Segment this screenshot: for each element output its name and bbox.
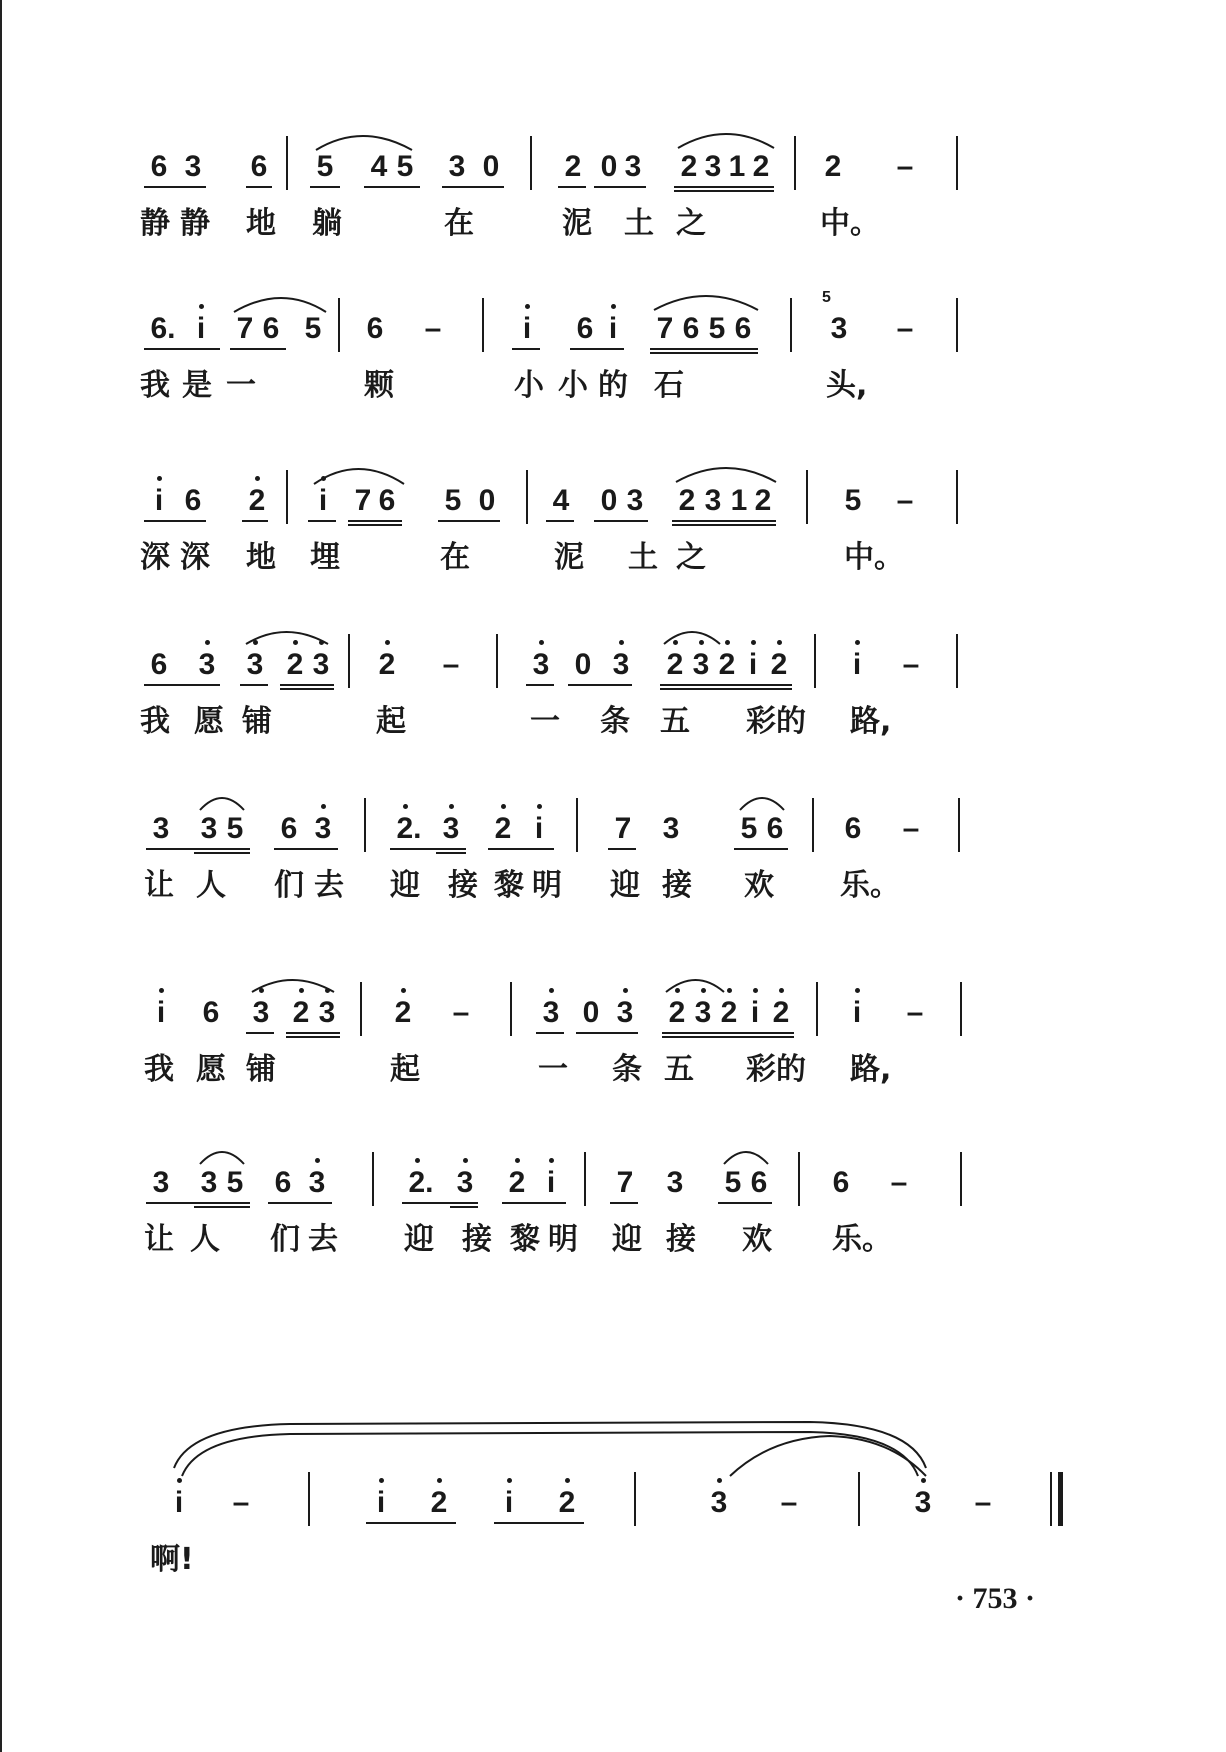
note: 6 — [250, 150, 268, 183]
lyric: 起 — [376, 704, 406, 739]
note: 5 — [708, 312, 726, 345]
note: – — [902, 812, 920, 845]
note: 0 — [582, 996, 600, 1029]
high-octave-dot — [507, 1478, 512, 1483]
high-octave-dot — [565, 1478, 570, 1483]
note: 3 — [704, 150, 722, 183]
note: i — [154, 484, 164, 517]
note: 3 — [616, 996, 634, 1029]
lyric: 铺 — [246, 1052, 276, 1087]
lyric: 土 — [624, 206, 654, 241]
lyric: 条 — [612, 1052, 642, 1087]
note: 0 — [482, 150, 500, 183]
lyric: 一 — [538, 1052, 568, 1087]
notation-row — [150, 462, 1080, 532]
lyric: 让 — [144, 868, 174, 903]
lyric: 愿 — [196, 1052, 226, 1087]
lyrics-row — [150, 1534, 1080, 1584]
lyric: 小 — [558, 368, 588, 403]
note: 2 — [292, 996, 310, 1029]
barline — [634, 1472, 636, 1526]
note: – — [896, 312, 914, 345]
final-barline-thin — [1050, 1472, 1052, 1526]
note: 5 — [724, 1166, 742, 1199]
note: 2 — [668, 996, 686, 1029]
note: 7 — [656, 312, 674, 345]
note: – — [896, 150, 914, 183]
note: 6 — [262, 312, 280, 345]
note: 6 — [184, 484, 202, 517]
note: 3 — [456, 1166, 474, 1199]
lyric: 彩的 — [746, 1052, 806, 1087]
lyrics-row — [140, 198, 1080, 248]
note: 2 — [678, 484, 696, 517]
note: 7 — [614, 812, 632, 845]
note: – — [424, 312, 442, 345]
lyric: 愿 — [194, 704, 224, 739]
note: 3 — [662, 812, 680, 845]
lyric: 人 — [190, 1222, 220, 1257]
note: 3 — [318, 996, 336, 1029]
note: – — [442, 648, 460, 681]
lyric: 在 — [444, 206, 474, 241]
score-system-1 — [140, 128, 1080, 278]
note: i — [504, 1486, 514, 1519]
lyric: 是 — [182, 368, 212, 403]
notation-row — [150, 974, 1080, 1044]
note: 2 — [752, 150, 770, 183]
note: 5 — [226, 1166, 244, 1199]
note: 3 — [692, 648, 710, 681]
lyric: 中。 — [820, 206, 880, 241]
lyric: 黎 — [510, 1222, 540, 1257]
note: 6 — [682, 312, 700, 345]
note: i — [534, 812, 544, 845]
note: 3 — [532, 648, 550, 681]
lyric: 们 — [270, 1222, 300, 1257]
lyric: 之 — [676, 206, 706, 241]
note: 2 — [680, 150, 698, 183]
lyric: 迎 — [610, 868, 640, 903]
lyrics-row — [140, 532, 1080, 582]
note: 7 — [616, 1166, 634, 1199]
lyrics-row — [144, 1044, 1080, 1094]
note: 2 — [772, 996, 790, 1029]
note: – — [452, 996, 470, 1029]
page-edge-rule — [0, 0, 2, 1752]
lyric: 欢 — [742, 1222, 772, 1257]
lyric: 条 — [600, 704, 630, 739]
note: i — [156, 996, 166, 1029]
note: 3 — [308, 1166, 326, 1199]
note: i — [318, 484, 328, 517]
lyric: 们 — [274, 868, 304, 903]
note: 6 — [280, 812, 298, 845]
slur-marks — [150, 128, 1080, 198]
lyric: 铺 — [242, 704, 272, 739]
lyric: 地 — [246, 206, 276, 241]
lyrics-row — [140, 360, 1080, 410]
lyric: 接 — [666, 1222, 696, 1257]
note: 5 — [304, 312, 322, 345]
note: 2 — [378, 648, 396, 681]
note: 6 — [766, 812, 784, 845]
note: 2 — [394, 996, 412, 1029]
note: 3 — [200, 1166, 218, 1199]
lyric: 五 — [660, 704, 690, 739]
note: 3 — [448, 150, 466, 183]
lyric: 迎 — [612, 1222, 642, 1257]
high-octave-dot — [437, 1478, 442, 1483]
note: 2 — [494, 812, 512, 845]
note: 3 — [314, 812, 332, 845]
note: 6. — [150, 312, 176, 345]
note: 3 — [252, 996, 270, 1029]
lyrics-row — [140, 696, 1080, 746]
note: i — [376, 1486, 386, 1519]
note: i — [852, 996, 862, 1029]
lyric: 静 — [140, 206, 170, 241]
note: 5 — [844, 484, 862, 517]
note: 2 — [720, 996, 738, 1029]
note: 0 — [600, 484, 618, 517]
note: 4 — [370, 150, 388, 183]
barline — [858, 1472, 860, 1526]
lyric: 一 — [530, 704, 560, 739]
note: 2 — [824, 150, 842, 183]
score-system-2 — [140, 289, 1080, 440]
slur-marks — [150, 790, 1080, 860]
lyric: 一 — [226, 368, 256, 403]
note: 6 — [202, 996, 220, 1029]
barline — [308, 1472, 310, 1526]
lyric: 泥 — [554, 540, 584, 575]
note: 5 — [316, 150, 334, 183]
note: 6 — [750, 1166, 768, 1199]
note: – — [890, 1166, 908, 1199]
note: 3 — [184, 150, 202, 183]
note: 5 — [444, 484, 462, 517]
note: 2 — [286, 648, 304, 681]
lyric: 人 — [196, 868, 226, 903]
notation-row — [150, 626, 1080, 696]
lyric: 接 — [662, 868, 692, 903]
note: 6 — [274, 1166, 292, 1199]
lyrics-row — [144, 860, 1080, 910]
lyric: 黎 — [494, 868, 524, 903]
note: 6 — [378, 484, 396, 517]
lyric: 明 — [548, 1222, 578, 1257]
note: 3 — [830, 312, 848, 345]
lyric: 深 — [180, 540, 210, 575]
note: 6 — [576, 312, 594, 345]
slur-marks — [150, 1144, 1080, 1214]
lyric: 接 — [448, 868, 478, 903]
lyric: 颗 — [364, 368, 394, 403]
lyric: 我 — [144, 1052, 174, 1087]
notation-row — [150, 128, 1080, 198]
note: 3 — [626, 484, 644, 517]
note: – — [974, 1486, 992, 1519]
lyric: 头, — [826, 368, 868, 403]
score-system-7 — [144, 1144, 1080, 1294]
lyric: 去 — [308, 1222, 338, 1257]
lyric: 石 — [654, 368, 684, 403]
note: 1 — [728, 150, 746, 183]
note: 2 — [718, 648, 736, 681]
note: 5 — [740, 812, 758, 845]
note: i — [608, 312, 618, 345]
note: 6 — [150, 648, 168, 681]
score-system-4 — [140, 626, 1080, 776]
note: i — [174, 1486, 184, 1519]
lyric: 我 — [140, 704, 170, 739]
note: 3 — [200, 812, 218, 845]
note: i — [196, 312, 206, 345]
final-barline-thick — [1058, 1472, 1063, 1526]
score-system-5 — [144, 790, 1080, 940]
lyric: 乐。 — [832, 1222, 892, 1257]
lyric: 我 — [140, 368, 170, 403]
note: i — [522, 312, 532, 345]
note: 0 — [478, 484, 496, 517]
lyric: 起 — [390, 1052, 420, 1087]
note: 3 — [710, 1486, 728, 1519]
high-octave-dot — [921, 1478, 926, 1483]
note: 6 — [366, 312, 384, 345]
note: 0 — [574, 648, 592, 681]
underline — [366, 1522, 456, 1524]
underline — [494, 1522, 584, 1524]
high-octave-dot — [717, 1478, 722, 1483]
note: 6 — [150, 150, 168, 183]
lyric: 埋 — [310, 540, 340, 575]
note: 2 — [666, 648, 684, 681]
lyric: 的 — [598, 368, 628, 403]
score-system-6 — [144, 974, 1080, 1124]
lyric: 五 — [664, 1052, 694, 1087]
note: – — [780, 1486, 798, 1519]
lyric: 中。 — [844, 540, 904, 575]
lyric: 路, — [850, 1052, 892, 1087]
note: 3 — [152, 1166, 170, 1199]
note: – — [902, 648, 920, 681]
note: 6 — [844, 812, 862, 845]
notation-row — [150, 790, 1080, 860]
note: 1 — [730, 484, 748, 517]
note: – — [896, 484, 914, 517]
slur-marks — [150, 626, 1080, 696]
high-octave-dot — [379, 1478, 384, 1483]
note: i — [852, 648, 862, 681]
note: 7 — [236, 312, 254, 345]
lyric: 迎 — [404, 1222, 434, 1257]
note: 3 — [694, 996, 712, 1029]
slur-marks — [150, 290, 1080, 360]
note: 2. — [408, 1166, 434, 1199]
note: 6 — [734, 312, 752, 345]
note: 5 — [396, 150, 414, 183]
note: 6 — [832, 1166, 850, 1199]
lyric: 小 — [514, 368, 544, 403]
score-system-8 — [150, 1464, 1080, 1614]
lyric: 接 — [462, 1222, 492, 1257]
note: 2 — [564, 150, 582, 183]
note: – — [232, 1486, 250, 1519]
lyric: 明 — [532, 868, 562, 903]
note: 2. — [396, 812, 422, 845]
note: 3 — [312, 648, 330, 681]
high-octave-dot — [177, 1478, 182, 1483]
lyric: 去 — [314, 868, 344, 903]
note: 3 — [612, 648, 630, 681]
note: 2 — [508, 1166, 526, 1199]
lyric: 之 — [676, 540, 706, 575]
lyric: 路, — [850, 704, 892, 739]
lyric: 深 — [140, 540, 170, 575]
note: 3 — [624, 150, 642, 183]
note: 3 — [198, 648, 216, 681]
note: 3 — [442, 812, 460, 845]
page-number: · 753 · — [955, 1582, 1036, 1615]
lyric: 地 — [246, 540, 276, 575]
lyric: 在 — [440, 540, 470, 575]
note: 2 — [754, 484, 772, 517]
note: 3 — [542, 996, 560, 1029]
note: 2 — [558, 1486, 576, 1519]
note: 5 — [226, 812, 244, 845]
lyric: 让 — [144, 1222, 174, 1257]
note: 0 — [600, 150, 618, 183]
lyric: 静 — [180, 206, 210, 241]
notation-row — [150, 1144, 1080, 1214]
lyric: 乐。 — [840, 868, 900, 903]
note: 3 — [914, 1486, 932, 1519]
note: 2 — [770, 648, 788, 681]
lyric: 躺 — [312, 206, 342, 241]
note: 3 — [152, 812, 170, 845]
lyric: 彩的 — [746, 704, 806, 739]
note: i — [546, 1166, 556, 1199]
lyrics-row — [144, 1214, 1080, 1264]
note: 2 — [248, 484, 266, 517]
lyric: 迎 — [390, 868, 420, 903]
lyric: 土 — [628, 540, 658, 575]
note: 4 — [552, 484, 570, 517]
slur-marks — [150, 462, 1080, 532]
lyric: 欢 — [744, 868, 774, 903]
slur-marks — [150, 974, 1080, 1044]
notation-row — [150, 1464, 1080, 1534]
note: 3 — [666, 1166, 684, 1199]
lyric: 啊! — [150, 1542, 194, 1577]
note: – — [906, 996, 924, 1029]
note: 3 — [246, 648, 264, 681]
note: 2 — [430, 1486, 448, 1519]
note: 7 — [354, 484, 372, 517]
score-system-3 — [140, 462, 1080, 612]
grace-note: 5 — [822, 289, 831, 306]
note: i — [750, 996, 760, 1029]
notation-row — [150, 290, 1080, 360]
lyric: 泥 — [562, 206, 592, 241]
note: 3 — [704, 484, 722, 517]
note: i — [748, 648, 758, 681]
